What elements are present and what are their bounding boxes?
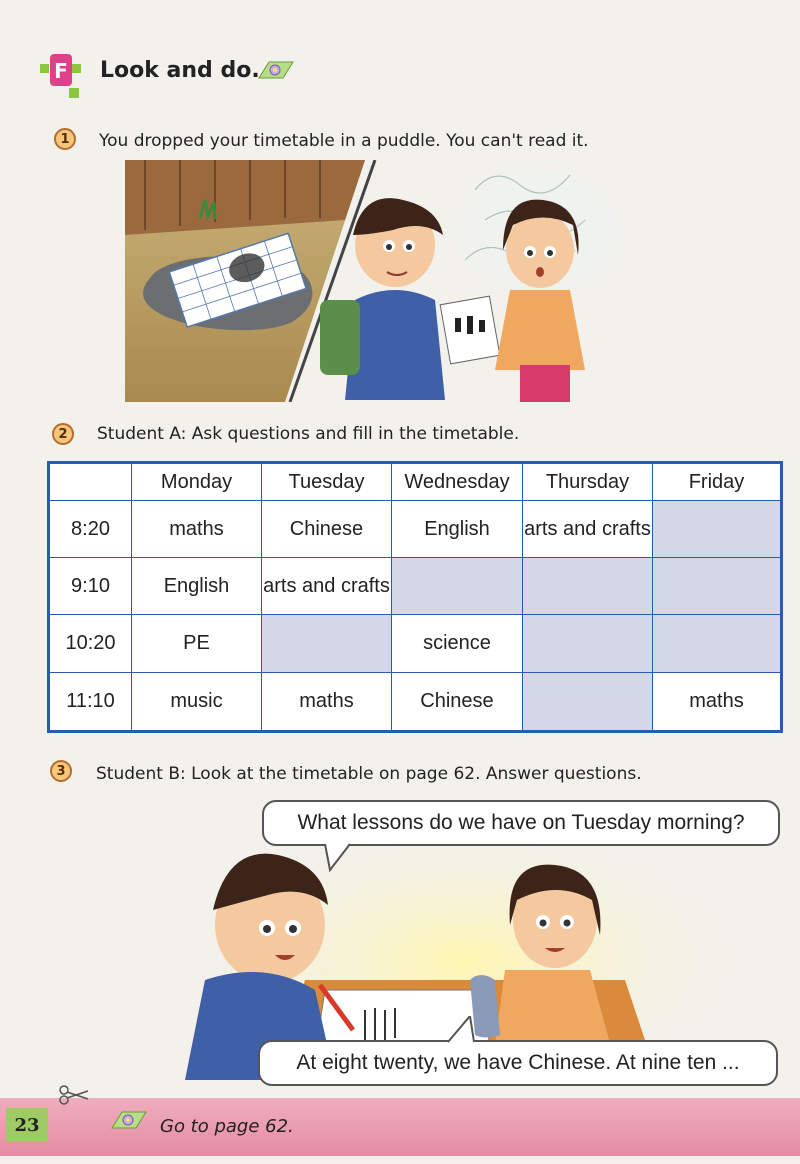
go-to-page-text: Go to page 62. xyxy=(160,1116,294,1137)
blank-fill-in-cell[interactable] xyxy=(392,558,523,615)
instruction-3: Student B: Look at the timetable on page 62. Answer questions. xyxy=(96,764,642,784)
timetable-header-row xyxy=(49,463,782,501)
header-cell-tuesday: Tuesday xyxy=(262,463,392,501)
blank-fill-in-cell[interactable] xyxy=(523,558,653,615)
lesson-cell: maths xyxy=(653,672,782,731)
lesson-cell: Chinese xyxy=(262,501,392,558)
puddle-scene-illustration xyxy=(125,160,680,402)
header-cell-blank xyxy=(49,463,132,501)
instruction-1: You dropped your timetable in a puddle. You can't read it. xyxy=(99,131,589,151)
pair-work-icon xyxy=(255,58,295,82)
instruction-number-3: 3 xyxy=(50,760,72,782)
svg-text:F: F xyxy=(54,59,68,83)
section-f-badge-icon xyxy=(40,50,82,100)
scissors-icon xyxy=(58,1084,92,1106)
question-speech-bubble: What lessons do we have on Tuesday morning? xyxy=(262,800,780,846)
answer-speech-bubble: At eight twenty, we have Chinese. At nine ten ... xyxy=(258,1040,778,1086)
lesson-cell: maths xyxy=(262,672,392,731)
bubble-tail-icon xyxy=(320,842,360,872)
lesson-cell: arts and crafts xyxy=(523,501,653,558)
pair-work-icon xyxy=(108,1108,148,1132)
time-cell: 11:10 xyxy=(49,672,132,731)
time-cell: 9:10 xyxy=(49,558,132,615)
table-row xyxy=(49,615,782,672)
lesson-cell: arts and crafts xyxy=(262,558,392,615)
table-row xyxy=(49,672,782,731)
section-title: Look and do. xyxy=(100,58,260,83)
lesson-cell: English xyxy=(132,558,262,615)
lesson-cell: science xyxy=(392,615,523,672)
blank-fill-in-cell[interactable] xyxy=(653,501,782,558)
header-cell-thursday: Thursday xyxy=(523,463,653,501)
lesson-cell: English xyxy=(392,501,523,558)
page-number: 23 xyxy=(6,1108,48,1142)
table-row xyxy=(49,558,782,615)
instruction-number-1: 1 xyxy=(54,128,76,150)
time-cell: 10:20 xyxy=(49,615,132,672)
header-cell-friday: Friday xyxy=(653,463,782,501)
timetable xyxy=(47,461,783,733)
lesson-cell: maths xyxy=(132,501,262,558)
blank-fill-in-cell[interactable] xyxy=(523,672,653,731)
header-cell-wednesday: Wednesday xyxy=(392,463,523,501)
lesson-cell: PE xyxy=(132,615,262,672)
blank-fill-in-cell[interactable] xyxy=(523,615,653,672)
bubble-tail-icon xyxy=(440,1016,480,1044)
time-cell: 8:20 xyxy=(49,501,132,558)
instruction-2: Student A: Ask questions and fill in the timetable. xyxy=(97,424,520,444)
header-cell-monday: Monday xyxy=(132,463,262,501)
blank-fill-in-cell[interactable] xyxy=(653,615,782,672)
instruction-number-2: 2 xyxy=(52,423,74,445)
lesson-cell: Chinese xyxy=(392,672,523,731)
table-row xyxy=(49,501,782,558)
blank-fill-in-cell[interactable] xyxy=(653,558,782,615)
lesson-cell: music xyxy=(132,672,262,731)
blank-fill-in-cell[interactable] xyxy=(262,615,392,672)
